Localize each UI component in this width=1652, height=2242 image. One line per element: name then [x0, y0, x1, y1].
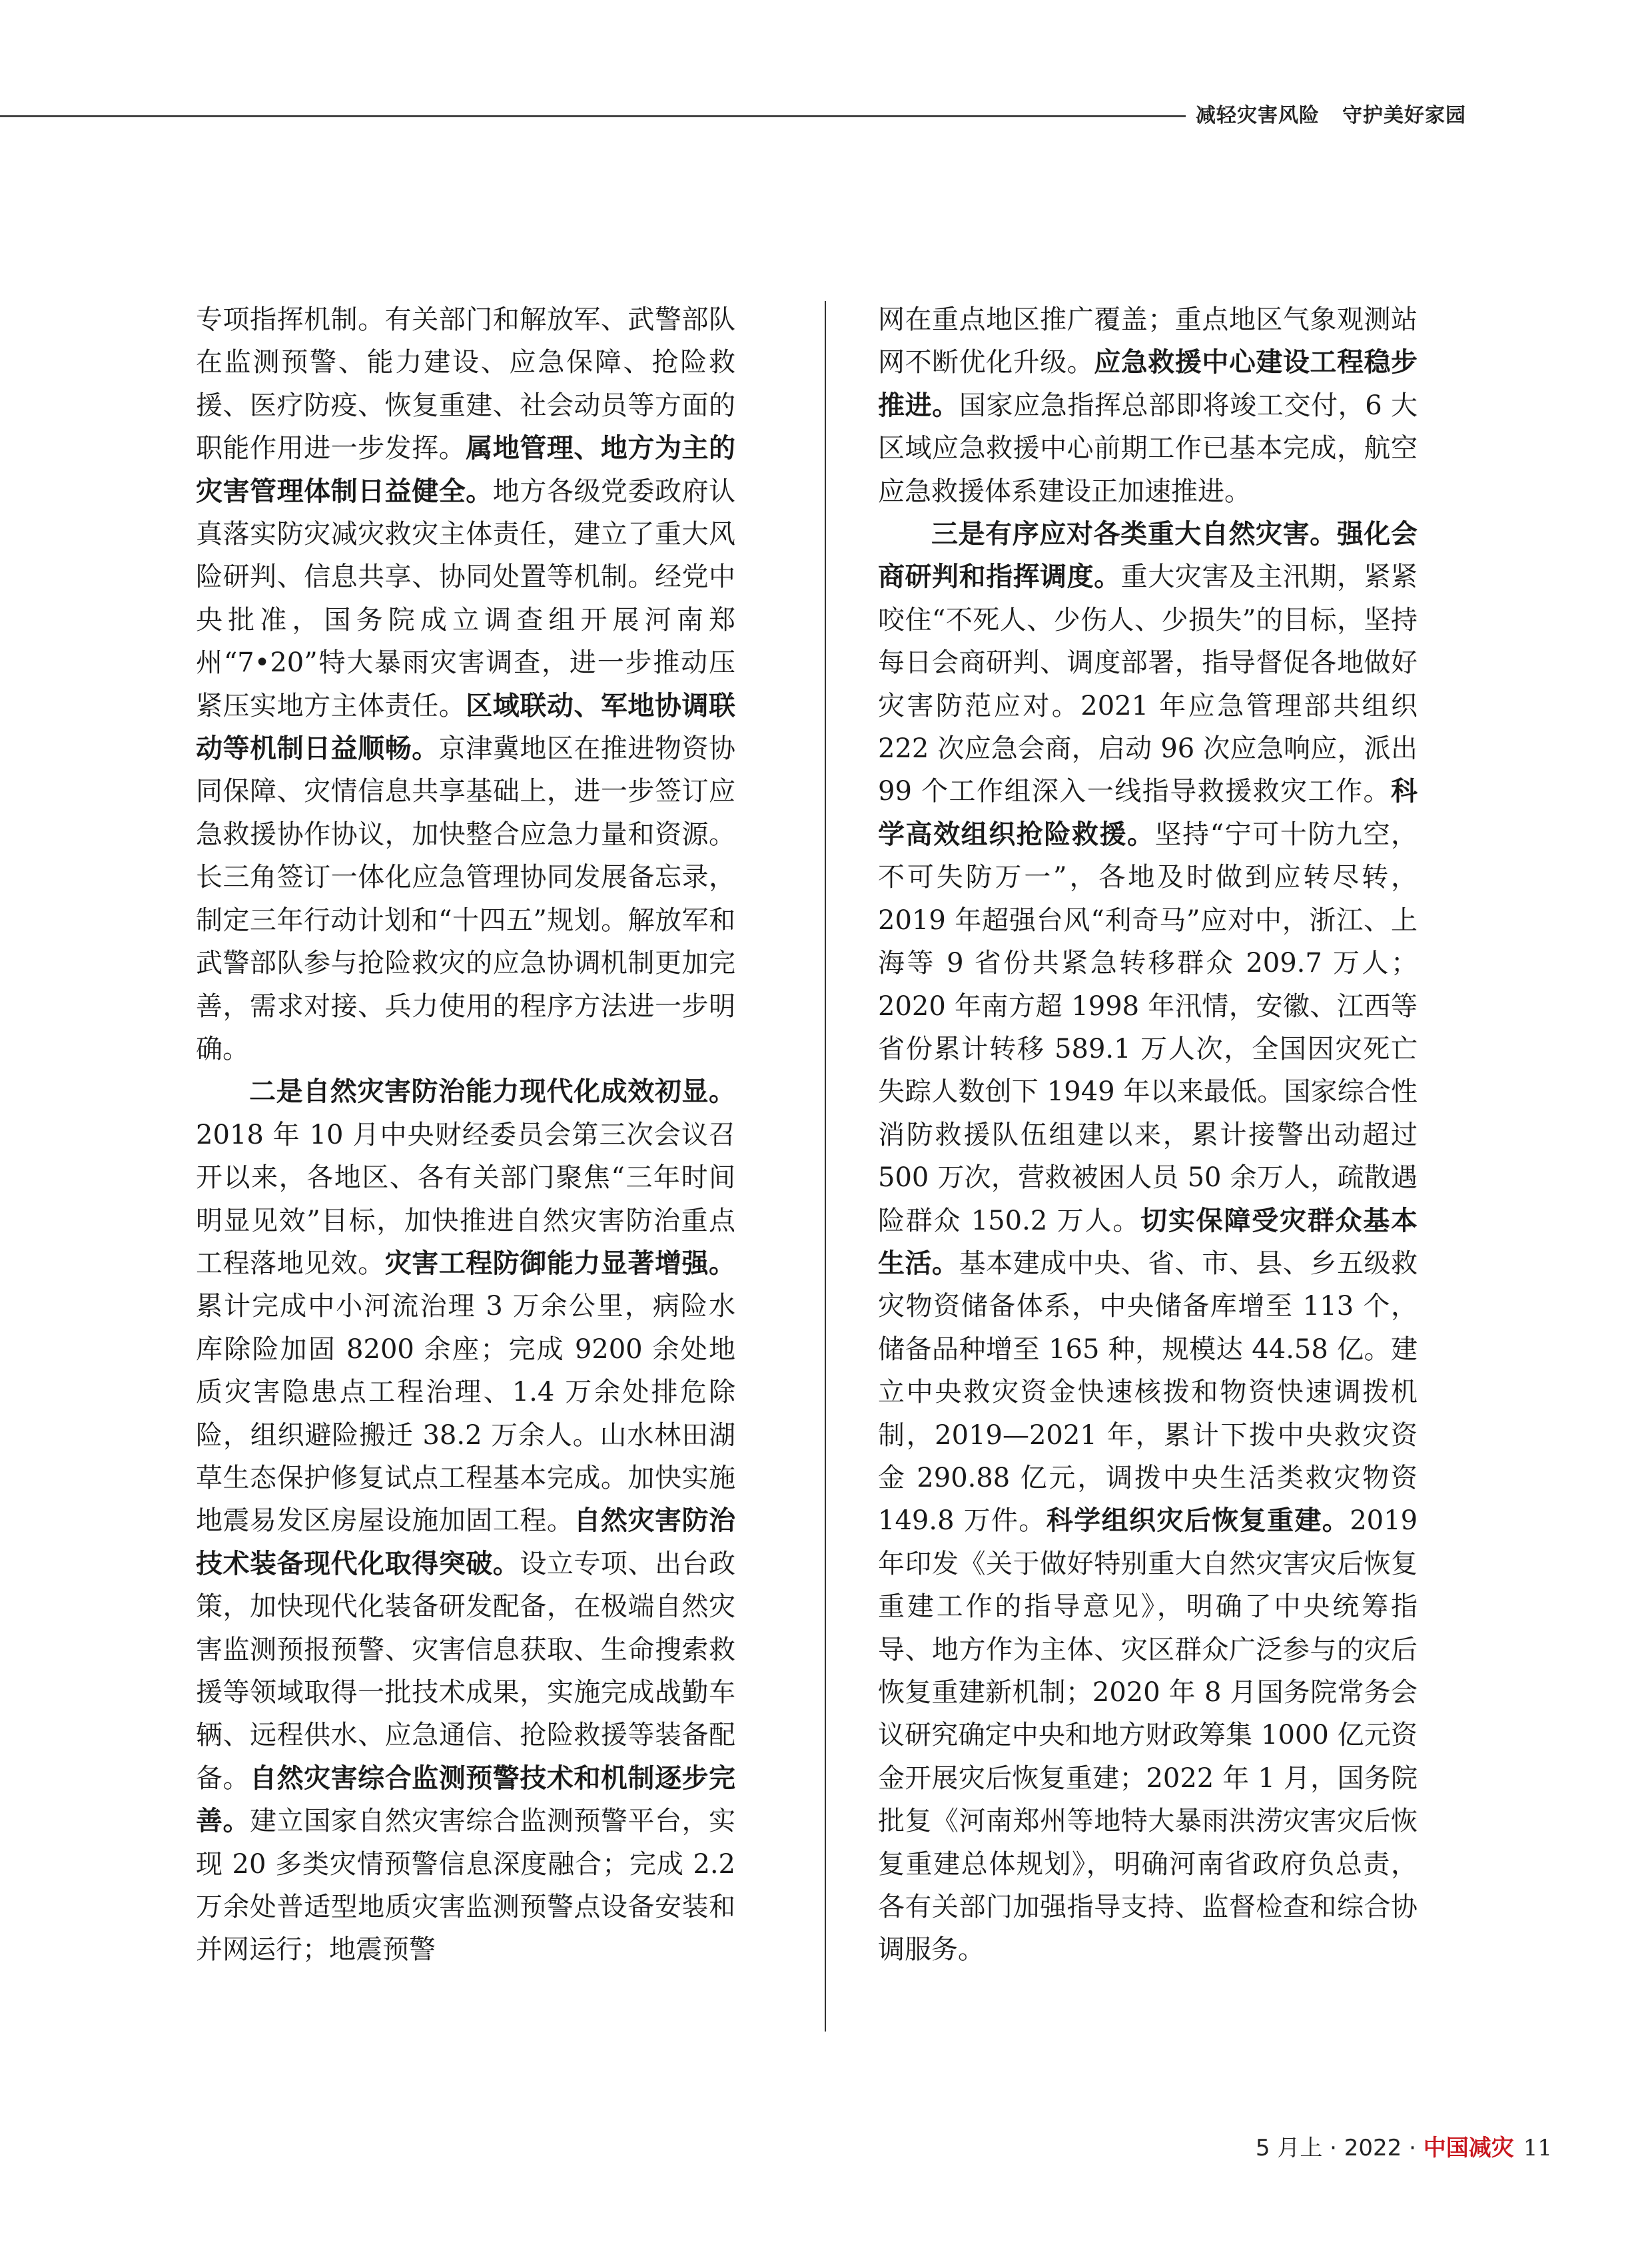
body-text: 国家应急指挥总部即将竣工交付，6 大区域应急救援中心前期工作已基本完成，航空应急救援体系建设正加速推进。	[878, 390, 1418, 507]
bold-heading: 科学高效组织抢险救援。	[878, 776, 1418, 850]
section-heading: 三是有序应对各类重大自然灾害。	[931, 519, 1337, 550]
body-text: 专项指挥机制。有关部门和解放军、武警部队在监测预警、能力建设、应急保障、抢险救援、医疗防疫、恢复重建、社会动员等方面的职能作用进一步发挥。	[196, 304, 735, 464]
body-text: 2018 年 10 月中央财经委员会第三次会议召开以来，各地区、各有关部门聚焦“三年时间明显见效”目标，加快推进自然灾害防治重点工程落地见效。	[196, 1119, 735, 1279]
issue-label: 5 月上 · 2022 ·	[1255, 2135, 1424, 2161]
paragraph-response	[878, 513, 1418, 1972]
body-text: 京津冀地区在推进物资协同保障、灾情信息共享基础上，进一步签订应急救援协作协议，加快整合应急力量和资源。长三角签订一体化应急管理协同发展备忘录，制定三年行动计划和“十四五”规划。解放军和武警部队参与抢险救灾的应急协调机制更加完善，需求对接、兵力使用的程序方法进一步明确。	[196, 733, 736, 1064]
running-header-part1: 减轻灾害风险	[1196, 104, 1320, 127]
body-text: 重大灾害及主汛期，紧紧咬住“不死人、少伤人、少损失”的目标，坚持每日会商研判、调度部署，指导督促各地做好灾害防范应对。2021 年应急管理部共组织 222 次应急会商，启动 96 次应急响应，派出 99 个工作组深入一线指导救援救灾工作。	[878, 561, 1418, 807]
paragraph-continued	[878, 298, 1418, 513]
bold-heading: 属地管理、地方为主的灾害管理体制日益健全。	[196, 433, 736, 507]
bold-heading: 应急救援中心建设工程稳步推进。	[878, 347, 1418, 421]
column-divider	[825, 301, 826, 2032]
right-column	[878, 298, 1418, 1972]
body-text: 累计完成中小河流治理 3 万余公里，病险水库除险加固 8200 余座；完成 9200 余处地质灾害隐患点工程治理、1.4 万余处排危除险，组织避险搬迁 38.2 万余人。山水林田湖草生态保护修复试点工程基本完成。加快实施地震易发区房屋设施加固工程。	[196, 1291, 735, 1537]
body-text: 建立国家自然灾害综合监测预警平台，实现 20 多类灾情预警信息深度融合；完成 2.2 万余处普适型地质灾害监测预警点设备安装和并网运行；地震预警	[196, 1806, 736, 1966]
section-heading: 二是自然灾害防治能力现代化成效初显。	[249, 1076, 735, 1108]
running-header-part2: 守护美好家园	[1342, 104, 1466, 127]
body-text: 2019 年印发《关于做好特别重大自然灾害灾后恢复重建工作的指导意见》，明确了中央统筹指导、地方作为主体、灾区群众广泛参与的灾后恢复重建新机制；2020 年 8 月国务院常务会议研究确定中央和地方财政筹集 1000 亿元资金开展灾后恢复重建；2022 年 1 月，国务院批复《河南郑州等地特大暴雨洪涝灾害灾后恢复重建总体规划》，明确河南省政府负总责，各有关部门加强指导支持、监督检查和综合协调服务。	[878, 1505, 1418, 1966]
bold-heading: 切实保障受灾群众基本生活。	[878, 1205, 1418, 1279]
body-text: 设立专项、出台政策，加快现代化装备研发配备，在极端自然灾害监测预报预警、灾害信息获取、生命搜索救援等领域取得一批技术成果，实施完成战勤车辆、远程供水、应急通信、抢险救援等装备配备。	[196, 1548, 736, 1794]
header-rule	[0, 115, 1186, 117]
bold-heading: 灾害工程防御能力显著增强。	[384, 1248, 736, 1279]
body-text: 坚持“宁可十防九空，不可失防万一”，各地及时做到应转尽转，2019 年超强台风“利奇马”应对中，浙江、上海等 9 省份共紧急转移群众 209.7 万人；2020 年南方超 1998 年汛情，安徽、江西等省份累计转移 589.1 万人次，全国因灾死亡失踪人数创下 1949 年以来最低。国家综合性消防救援队伍组建以来，累计接警出动超过 500 万次，营救被困人员 50 余万人，疏散遇险群众 150.2 万人。	[878, 819, 1418, 1236]
bold-heading: 自然灾害防治技术装备现代化取得突破。	[196, 1505, 736, 1579]
paragraph-modernization	[196, 1070, 735, 1972]
bold-heading: 强化会商研判和指挥调度。	[878, 519, 1418, 593]
paragraph-mechanisms	[196, 298, 735, 1070]
magazine-brand: 中国减灾	[1423, 2135, 1514, 2161]
page-footer	[1256, 2131, 1552, 2165]
body-text: 网在重点地区推广覆盖；重点地区气象观测站网不断优化升级。	[878, 304, 1418, 378]
left-column	[196, 298, 735, 1972]
body-text: 地方各级党委政府认真落实防灾减灾救灾主体责任，建立了重大风险研判、信息共享、协同处置等机制。经党中央批准，国务院成立调查组开展河南郑州“7•20”特大暴雨灾害调查，进一步推动压紧压实地方主体责任。	[196, 476, 736, 721]
bold-heading: 自然灾害综合监测预警技术和机制逐步完善。	[196, 1762, 736, 1837]
running-header	[1196, 99, 1466, 133]
body-text: 基本建成中央、省、市、县、乡五级救灾物资储备体系，中央储备库增至 113 个，储备品种增至 165 种，规模达 44.58 亿。建立中央救灾资金快速核拨和物资快速调拨机制，2019—2021 年，累计下拨中央救灾资金 290.88 亿元，调拨中央生活类救灾物资 149.8 万件。	[878, 1248, 1418, 1537]
page-number: 11	[1523, 2135, 1552, 2161]
bold-heading: 科学组织灾后恢复重建。	[1046, 1505, 1350, 1537]
bold-heading: 区域联动、军地协调联动等机制日益顺畅。	[196, 690, 736, 765]
